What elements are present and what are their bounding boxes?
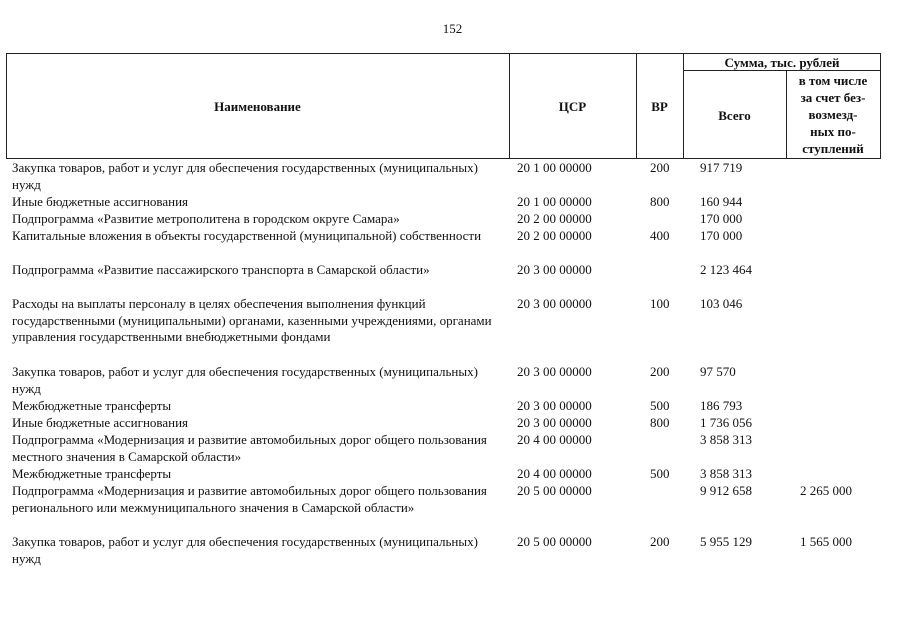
header-free-line-1: в том числе bbox=[798, 73, 868, 88]
row-free-funds: 1 565 000 bbox=[800, 534, 852, 549]
table-row bbox=[0, 296, 905, 364]
row-name: Межбюджетные трансферты bbox=[12, 466, 172, 481]
row-total: 5 955 129 bbox=[700, 534, 752, 549]
header-free-line-4: ных по- bbox=[810, 124, 856, 139]
table-row bbox=[0, 534, 905, 568]
row-name: Закупка товаров, работ и услуг для обеспечения государственных (муниципальных) нужд bbox=[12, 534, 478, 566]
row-vr: 800 bbox=[650, 194, 670, 209]
row-name: Иные бюджетные ассигнования bbox=[12, 194, 189, 209]
row-csr: 20 4 00 00000 bbox=[517, 432, 592, 447]
row-name: Капитальные вложения в объекты государственной (муниципальной) собственности bbox=[12, 228, 482, 243]
row-total: 97 570 bbox=[700, 364, 736, 379]
row-total: 9 912 658 bbox=[700, 483, 752, 498]
table-row bbox=[0, 483, 905, 534]
header-name: Наименование bbox=[214, 99, 301, 114]
row-vr: 100 bbox=[650, 296, 670, 311]
row-total: 917 719 bbox=[700, 160, 743, 175]
row-total: 186 793 bbox=[700, 398, 743, 413]
table-row bbox=[0, 415, 905, 432]
row-name: Подпрограмма «Модернизация и развитие автомобильных дорог общего пользования регионального или межмуниципального значения в Самарской области» bbox=[12, 483, 487, 515]
table-row bbox=[0, 364, 905, 398]
row-name: Расходы на выплаты персоналу в целях обеспечения выполнения функций государственными (муниципальными) органами, казенными учреждениями, органами управления государственными внебюджетными фондами bbox=[12, 296, 492, 344]
header-csr: ЦСР bbox=[558, 99, 587, 114]
row-total: 3 858 313 bbox=[700, 466, 752, 481]
row-name: Иные бюджетные ассигнования bbox=[12, 415, 189, 430]
row-csr: 20 1 00 00000 bbox=[517, 194, 592, 209]
row-vr: 500 bbox=[650, 398, 670, 413]
header-sum: Сумма, тыс. рублей bbox=[724, 55, 840, 70]
row-csr: 20 5 00 00000 bbox=[517, 534, 592, 549]
header-sum-underline bbox=[683, 70, 881, 71]
row-name: Подпрограмма «Модернизация и развитие автомобильных дорог общего пользования местного значения в Самарской области» bbox=[12, 432, 487, 464]
row-name: Закупка товаров, работ и услуг для обеспечения государственных (муниципальных) нужд bbox=[12, 160, 478, 192]
table-row bbox=[0, 262, 905, 296]
row-total: 1 736 056 bbox=[700, 415, 752, 430]
page-number: 152 bbox=[442, 21, 463, 36]
table-row bbox=[0, 398, 905, 415]
header-total: Всего bbox=[718, 108, 751, 123]
row-name: Межбюджетные трансферты bbox=[12, 398, 172, 413]
row-name: Подпрограмма «Развитие метрополитена в городском округе Самара» bbox=[12, 211, 400, 226]
row-csr: 20 3 00 00000 bbox=[517, 262, 592, 277]
table-body bbox=[0, 160, 905, 568]
row-csr: 20 3 00 00000 bbox=[517, 296, 592, 311]
row-vr: 200 bbox=[650, 364, 670, 379]
row-vr: 800 bbox=[650, 415, 670, 430]
table-row bbox=[0, 228, 905, 262]
row-csr: 20 2 00 00000 bbox=[517, 211, 592, 226]
row-csr: 20 3 00 00000 bbox=[517, 398, 592, 413]
table-row bbox=[0, 211, 905, 228]
table-row bbox=[0, 160, 905, 194]
row-total: 3 858 313 bbox=[700, 432, 752, 447]
table-header bbox=[6, 53, 881, 159]
row-vr: 200 bbox=[650, 534, 670, 549]
row-vr: 500 bbox=[650, 466, 670, 481]
header-free-funds bbox=[786, 72, 880, 157]
row-vr: 400 bbox=[650, 228, 670, 243]
row-free-funds: 2 265 000 bbox=[800, 483, 852, 498]
row-vr: 200 bbox=[650, 160, 670, 175]
row-total: 2 123 464 bbox=[700, 262, 752, 277]
row-total: 170 000 bbox=[700, 228, 743, 243]
row-csr: 20 1 00 00000 bbox=[517, 160, 592, 175]
header-border-bottom bbox=[6, 158, 881, 159]
row-csr: 20 3 00 00000 bbox=[517, 364, 592, 379]
row-csr: 20 5 00 00000 bbox=[517, 483, 592, 498]
row-csr: 20 2 00 00000 bbox=[517, 228, 592, 243]
header-border-top bbox=[6, 53, 881, 54]
row-total: 170 000 bbox=[700, 211, 743, 226]
row-name: Подпрограмма «Развитие пассажирского транспорта в Самарской области» bbox=[12, 262, 430, 277]
table-row bbox=[0, 194, 905, 211]
row-name: Закупка товаров, работ и услуг для обеспечения государственных (муниципальных) нужд bbox=[12, 364, 478, 396]
row-csr: 20 3 00 00000 bbox=[517, 415, 592, 430]
header-free-line-2: за счет без- bbox=[800, 90, 866, 105]
row-csr: 20 4 00 00000 bbox=[517, 466, 592, 481]
row-total: 160 944 bbox=[700, 194, 743, 209]
header-free-line-5: ступлений bbox=[802, 141, 864, 156]
row-total: 103 046 bbox=[700, 296, 743, 311]
table-row bbox=[0, 466, 905, 483]
table-row bbox=[0, 432, 905, 466]
header-vr: ВР bbox=[651, 99, 668, 114]
header-free-line-3: возмезд- bbox=[808, 107, 858, 122]
